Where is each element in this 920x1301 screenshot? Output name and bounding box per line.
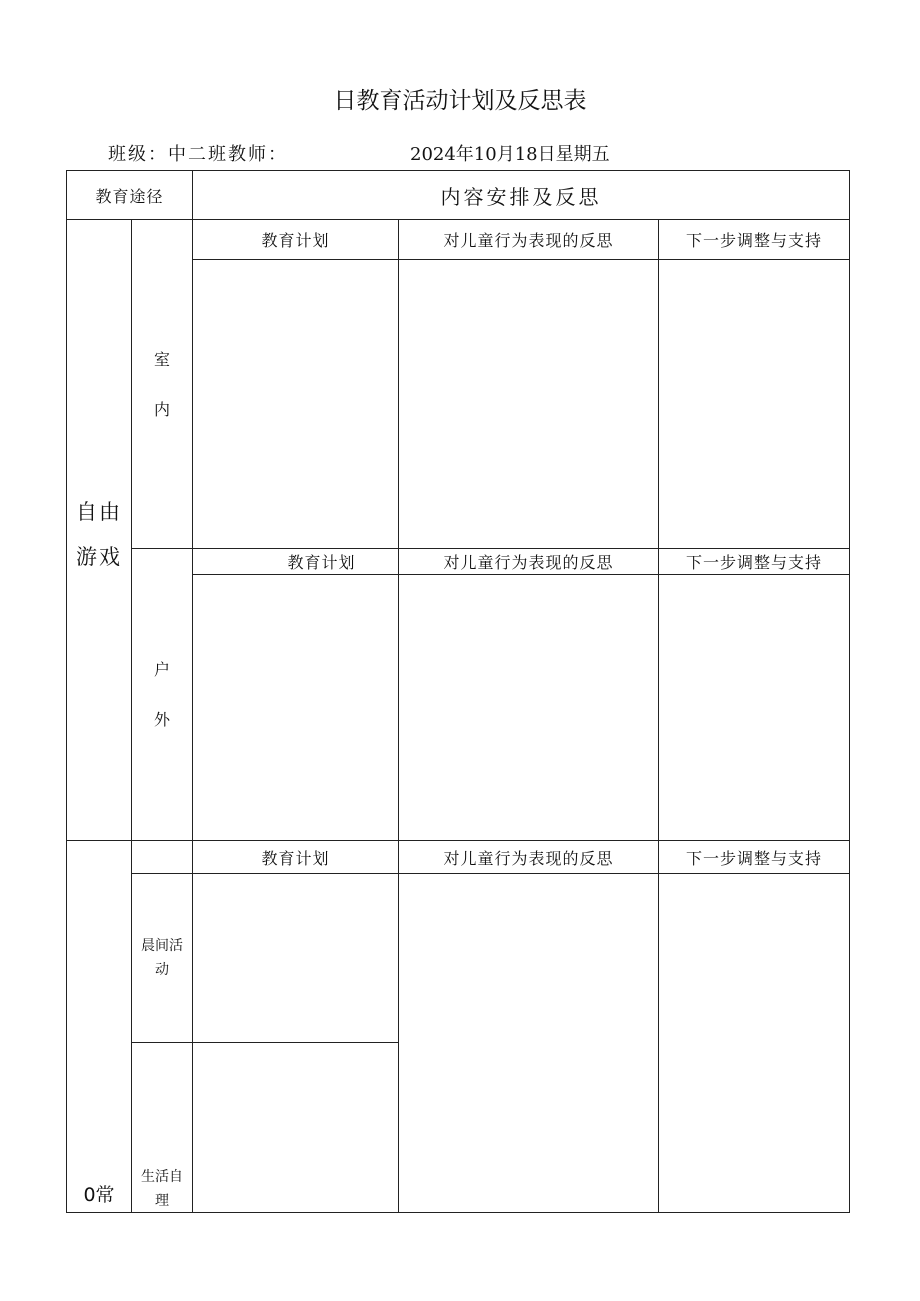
self-care-label: 生活自 理 — [141, 1169, 183, 1209]
outdoor-plan-header: 教育计划 — [287, 553, 356, 572]
indoor-plan-cell[interactable] — [193, 260, 398, 548]
daily-reflection-header: 对儿童行为表现的反思 — [443, 848, 614, 868]
morning-plan-cell[interactable] — [193, 874, 398, 1042]
page-title: 日教育活动计划及反思表 — [333, 88, 587, 114]
header-route: 教育途径 — [95, 186, 164, 206]
date-line: 2024年10月18日星期五 — [410, 144, 610, 165]
outdoor-plan-cell[interactable] — [193, 575, 398, 840]
morning-activity-label: 晨间活 动 — [141, 938, 183, 978]
class-teacher-line: 班级：中二班教师： — [108, 144, 288, 165]
indoor-reflection-cell[interactable] — [399, 260, 658, 548]
indoor-next-step-header: 下一步调整与支持 — [685, 231, 822, 250]
outdoor-reflection-header: 对儿童行为表现的反思 — [443, 553, 614, 572]
indoor-label: 室 内 — [153, 350, 170, 419]
indoor-reflection-header: 对儿童行为表现的反思 — [443, 231, 614, 250]
outdoor-next-step-cell[interactable] — [659, 575, 849, 840]
outdoor-next-step-header: 下一步调整与支持 — [685, 553, 822, 572]
daily-reflection-cell[interactable] — [399, 874, 658, 1212]
daily-next-step-cell[interactable] — [659, 874, 849, 1212]
header-content: 内容安排及反思 — [440, 184, 602, 209]
outdoor-reflection-cell[interactable] — [399, 575, 658, 840]
free-play-label: 自由 游戏 — [76, 500, 122, 569]
self-care-plan-cell[interactable] — [193, 1043, 398, 1212]
daily-next-step-header: 下一步调整与支持 — [685, 848, 822, 868]
daily-plan-header: 教育计划 — [261, 848, 330, 868]
indoor-next-step-cell[interactable] — [659, 260, 849, 548]
daily-routine-label: 0常 — [83, 1183, 115, 1206]
indoor-plan-header: 教育计划 — [261, 231, 330, 250]
outdoor-label: 户 外 — [153, 660, 170, 729]
